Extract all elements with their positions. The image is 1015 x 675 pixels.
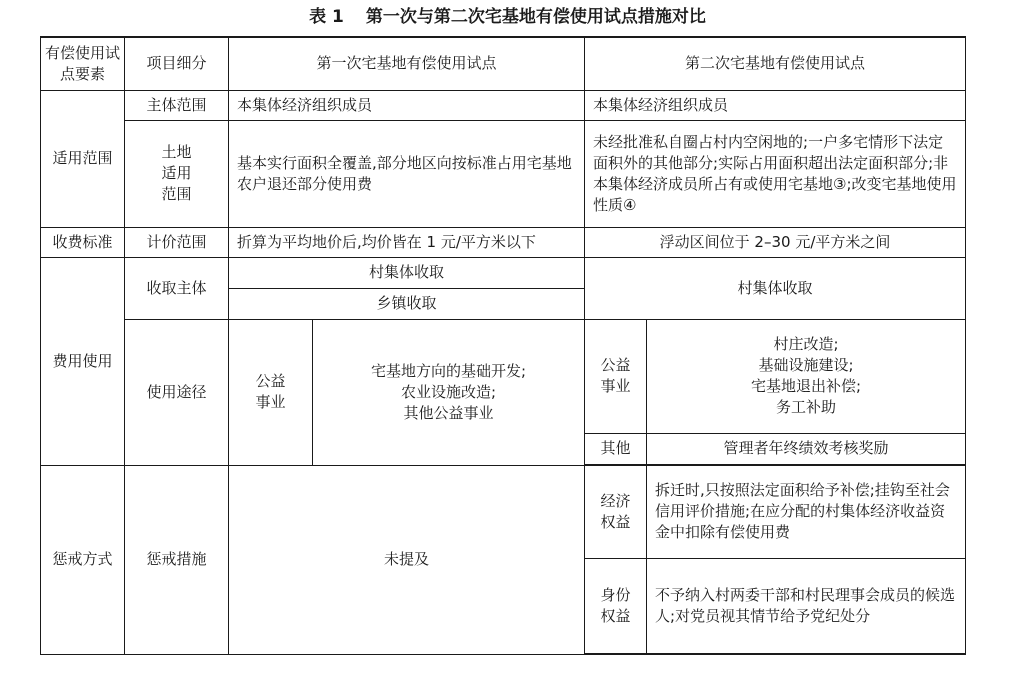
usage-purpose-first-detail (313, 319, 585, 465)
header-element: 有偿使用试点要素 (41, 37, 125, 90)
category-line: 事业 (255, 393, 286, 411)
table-row (41, 465, 966, 558)
detail-line: 农业设施改造; (400, 382, 497, 401)
category-line: 公益 (255, 372, 286, 390)
scope-land-label (125, 120, 229, 227)
scope-subject-first: 本集体经济组织成员 (229, 90, 585, 120)
scope-land-label-line: 适用 (161, 164, 192, 182)
usage-purpose-first-category (229, 319, 313, 465)
detail-line: 务工补助 (776, 398, 837, 416)
table-row (41, 90, 966, 120)
scope-land-second: 未经批准私自圈占村内空闲地的;一户多宅情形下法定面积外的其他部分;实际占用面积超出法定面积部分;非本集体经济成员所占有或使用宅基地③;改变宅基地使用性质④ (585, 120, 966, 227)
comparison-table (40, 36, 966, 655)
table-number: 表 1 (309, 7, 344, 27)
penalty-economic-category (585, 465, 647, 558)
category-line: 公益 (600, 356, 631, 374)
scope-subject-second: 本集体经济组织成员 (585, 90, 966, 120)
category-line: 权益 (600, 512, 631, 531)
penalty-item: 惩戒措施 (125, 465, 229, 654)
category-line: 事业 (600, 377, 631, 395)
scope-land-label-line: 土地 (161, 143, 192, 161)
usage-collector-first-b: 乡镇收取 (229, 288, 585, 319)
penalty-economic-detail: 拆迁时,只按照法定面积给予补偿;挂钩至社会信用评价措施;在应分配的村集体经济收益资金中扣除有偿使用费 (647, 465, 966, 558)
detail-line: 宅基地方向的基础开发; (370, 361, 527, 380)
detail-line: 基础设施建设; (758, 356, 854, 374)
usage-purpose-second-other-detail: 管理者年终绩效考核奖励 (647, 433, 966, 464)
usage-purpose-second-detail (647, 319, 966, 433)
detail-line: 其他公益事业 (403, 403, 494, 422)
penalty-identity-category (585, 558, 647, 654)
category-line: 权益 (600, 606, 631, 625)
header-second: 第二次宅基地有偿使用试点 (585, 37, 966, 90)
fee-item: 计价范围 (125, 227, 229, 257)
usage-purpose-second-category (585, 319, 647, 433)
table-row (41, 120, 966, 227)
penalty-label: 惩戒方式 (41, 465, 125, 654)
header-item: 项目细分 (125, 37, 229, 90)
scope-subject-label: 主体范围 (125, 90, 229, 120)
header-first: 第一次宅基地有偿使用试点 (229, 37, 585, 90)
usage-collector-label: 收取主体 (125, 257, 229, 319)
fee-first: 折算为平均地价后,均价皆在 1 元/平方米以下 (229, 227, 585, 257)
scope-label: 适用范围 (41, 90, 125, 227)
scope-land-label-line: 范围 (161, 185, 192, 203)
category-line: 经济 (600, 491, 631, 510)
header-row (41, 37, 966, 90)
detail-line: 宅基地退出补偿; (750, 377, 862, 395)
table-row (41, 227, 966, 257)
table-row (41, 319, 966, 433)
penalty-identity-detail: 不予纳入村两委干部和村民理事会成员的候选人;对党员视其情节给予党纪处分 (647, 558, 966, 654)
fee-second: 浮动区间位于 2–30 元/平方米之间 (585, 227, 966, 257)
table-caption (0, 4, 1015, 30)
usage-collector-first-a: 村集体收取 (229, 257, 585, 288)
usage-purpose-second-other-category: 其他 (585, 433, 647, 464)
detail-line: 村庄改造; (773, 335, 839, 353)
usage-collector-second: 村集体收取 (585, 257, 966, 319)
usage-label: 费用使用 (41, 257, 125, 465)
scope-land-first: 基本实行面积全覆盖,部分地区向按标准占用宅基地农户退还部分使用费 (229, 120, 585, 227)
table-row (41, 257, 966, 288)
category-line: 身份 (600, 585, 631, 604)
table-title: 第一次与第二次宅基地有偿使用试点措施对比 (365, 7, 706, 27)
fee-label: 收费标准 (41, 227, 125, 257)
usage-purpose-label: 使用途径 (125, 319, 229, 465)
penalty-first: 未提及 (229, 465, 585, 654)
